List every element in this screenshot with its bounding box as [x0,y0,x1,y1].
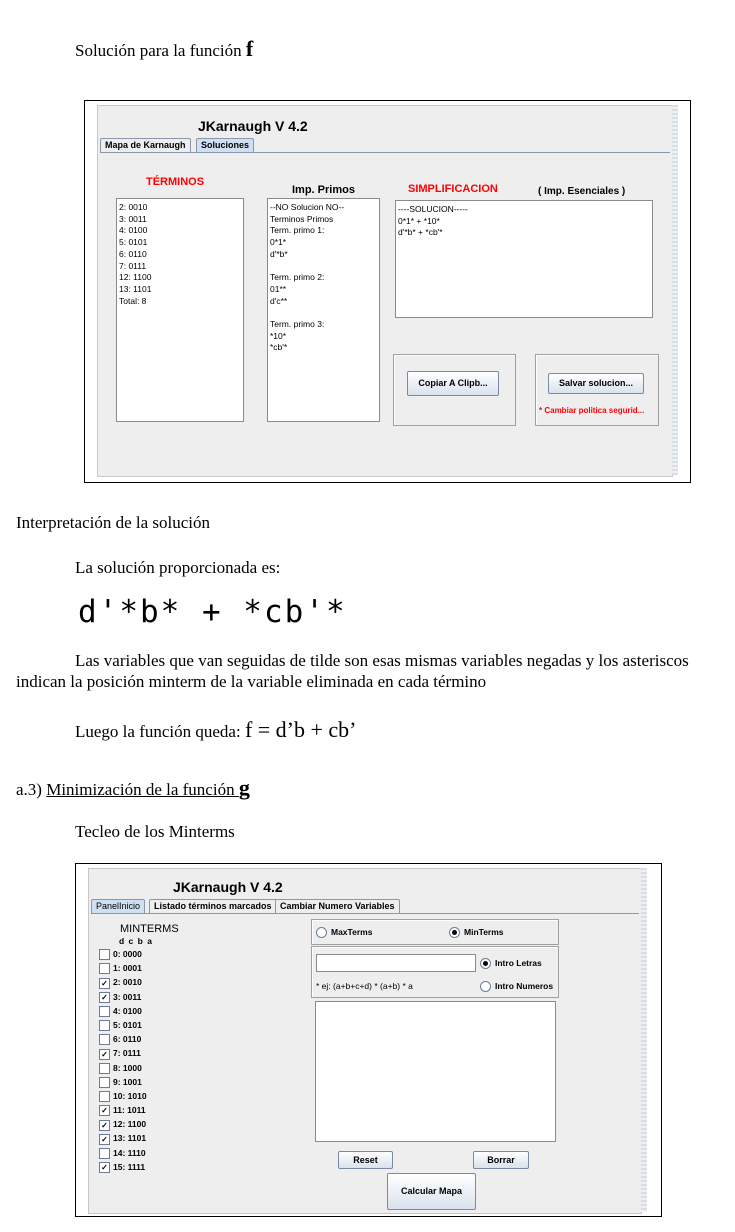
minterms-label: MinTerms [464,927,504,937]
jkarnaugh-window-2 [88,868,642,1214]
tab-listado-terminos[interactable]: Listado términos marcados [149,899,277,913]
minterm-label: 6: 0110 [113,1034,142,1045]
tab-mapa-karnaugh[interactable]: Mapa de Karnaugh [100,138,191,152]
primo-line: *10* [270,330,287,341]
calcular-mapa-button[interactable]: Calcular Mapa [387,1173,476,1210]
result-formula: f = d’b + cb’ [244,717,357,742]
minterms-radio[interactable] [449,927,460,938]
intro-letras-label: Intro Letras [495,958,542,968]
window-title: JKarnaugh V 4.2 [173,879,283,895]
minterm-checkbox-row[interactable] [99,1091,169,1105]
screenshot-1-frame [84,100,691,483]
scrollbar-strip [641,868,647,1212]
esenciales-label: ( Imp. Esenciales ) [538,186,626,197]
minterm-label: 7: 0111 [113,1048,141,1059]
minterm-label: 8: 1000 [113,1062,142,1073]
primo-line-blank [270,307,377,319]
minterm-checkbox-row[interactable] [99,1119,169,1133]
tab-divider [100,152,670,153]
section-f-heading [75,36,253,62]
simpl-line: d'*b* + *cb'* [398,227,443,238]
minterm-label: 3: 0011 [113,991,142,1002]
tab-bar [100,138,670,152]
checkbox-unchecked[interactable] [99,1148,110,1159]
primos-label: Imp. Primos [292,184,355,196]
intro-numeros-radio[interactable] [480,981,491,992]
tecleo-heading: Tecleo de los Minterms [75,822,235,841]
checkbox-unchecked[interactable] [99,1063,110,1074]
termino-line: 4: 0100 [119,225,148,236]
section-g-var: g [238,775,250,800]
minterm-checkbox-row[interactable] [99,1077,169,1091]
checkbox-unchecked[interactable] [99,949,110,960]
minterm-label: 5: 0101 [113,1019,142,1030]
checkbox-checked[interactable]: ✓ [99,1162,110,1173]
simplificacion-label: SIMPLIFICACION [408,183,498,195]
minterm-label: 14: 1110 [113,1147,146,1158]
checkbox-checked[interactable]: ✓ [99,1120,110,1131]
solution-large: d'*b* + *cb'* [78,594,347,630]
termino-line: 6: 0110 [119,248,147,259]
simpl-line: ----SOLUCION----- [398,204,468,214]
reset-button[interactable]: Reset [338,1151,393,1169]
termino-line: 2: 0010 [119,202,148,212]
variables-label: d c b a [119,936,153,946]
minterm-label: 12: 1100 [113,1119,147,1130]
minterm-label: 2: 0010 [113,977,142,988]
intro-numeros-label: Intro Numeros [495,981,554,991]
primo-line: *cb'* [270,342,288,353]
tab-panel-inicio[interactable]: PanelInicio [91,899,145,913]
checkbox-unchecked[interactable] [99,963,110,974]
maxterms-option[interactable] [316,927,372,938]
minterm-checkbox-row[interactable] [99,949,169,963]
checkbox-unchecked[interactable] [99,1077,110,1088]
save-panel [535,354,659,426]
terminos-textarea[interactable] [116,198,244,422]
section-g-prefix: a.3) [16,780,47,799]
minterm-checkbox-row[interactable] [99,1148,169,1162]
minterm-checkbox-row[interactable] [99,992,169,1006]
simplificacion-textarea[interactable] [395,200,653,318]
intro-numeros-option[interactable] [480,981,553,992]
minterm-checkbox-row[interactable] [99,1048,169,1062]
primo-line: Term. primo 2: [270,272,325,283]
section-g-heading [16,775,250,801]
termino-line: 5: 0101 [119,237,148,248]
explanation-paragraph [16,650,706,692]
checkbox-checked[interactable]: ✓ [99,1134,110,1145]
tab-soluciones[interactable]: Soluciones [196,138,254,152]
explanation-text: Las variables que van seguidas de tilde son esas mismas variables negadas y los asteriscos indican la posición minterm de la variable eliminada en cada término [16,651,689,691]
primo-line: d'*b* [270,248,288,259]
policy-warning: * Cambiar politica segurid... [539,406,645,415]
primo-line: Term. primo 1: [270,225,325,236]
minterm-label: 13: 1101 [113,1133,147,1144]
copy-clipboard-button[interactable]: Copiar A Clipb... [407,371,499,396]
minterm-label: 15: 1111 [113,1161,146,1172]
minterm-label: 1: 0001 [113,963,142,974]
primo-line: --NO Solucion NO-- [270,202,345,212]
result-line [75,717,357,743]
section-f-var: f [245,36,254,61]
tab-divider [91,913,639,914]
minterms-option[interactable] [449,927,504,938]
result-prefix: Luego la función queda: [75,722,245,741]
intro-letras-radio[interactable] [480,958,491,969]
terms-textarea[interactable] [315,1001,556,1142]
terminos-label: TÉRMINOS [146,176,205,188]
maxterms-label: MaxTerms [331,927,373,937]
interpretation-heading: Interpretación de la solución [16,513,211,532]
termino-line: 13: 1101 [119,283,152,294]
minterm-label: 9: 1001 [113,1076,142,1087]
expression-input[interactable] [316,954,476,972]
minterms-label: MINTERMS [120,923,179,935]
copy-panel [393,354,516,426]
example-hint: * ej: (a+b+c+d) * (a+b) * a [316,981,413,991]
tab-cambiar-variables[interactable]: Cambiar Numero Variables [275,899,400,913]
minterm-checkbox-row[interactable] [99,1133,169,1147]
minterm-checkbox-row[interactable] [99,1105,169,1119]
minterm-label: 4: 0100 [113,1005,142,1016]
termino-line: 12: 1100 [119,272,152,283]
termino-total: Total: 8 [119,295,147,306]
primo-line: 01** [270,283,287,294]
minterm-label: 0: 0000 [113,949,142,959]
scrollbar-strip [672,105,678,475]
minterm-label: 10: 1010 [113,1090,147,1101]
minterm-label: 11: 1011 [113,1105,146,1116]
primos-textarea[interactable] [267,198,380,422]
primo-line: Terminos Primos [270,213,334,224]
tab-bar [91,899,639,913]
checkbox-unchecked[interactable] [99,1034,110,1045]
checkbox-checked[interactable]: ✓ [99,992,110,1003]
minterm-checkbox-row[interactable] [99,1020,169,1034]
minterm-checkbox-row[interactable] [99,1006,169,1020]
minterm-checkbox-row[interactable] [99,1162,169,1176]
checkbox-unchecked[interactable] [99,1020,110,1031]
primo-line: 0*1* [270,237,287,248]
minterm-checkbox-row[interactable] [99,1063,169,1077]
checkbox-checked[interactable]: ✓ [99,1049,110,1060]
input-panel [311,946,559,998]
minterm-checkbox-row[interactable] [99,1034,169,1048]
simpl-line: 0*1* + *10* [398,215,440,226]
termino-line: 7: 0111 [119,260,147,271]
checkbox-unchecked[interactable] [99,1006,110,1017]
minterm-checkbox-row[interactable] [99,977,169,991]
borrar-button[interactable]: Borrar [473,1151,529,1169]
minterm-checkbox-list [99,949,169,1176]
checkbox-checked[interactable]: ✓ [99,978,110,989]
solution-intro: La solución proporcionada es: [75,558,281,577]
intro-letras-option[interactable] [480,958,542,969]
section-f-text: Solución para la función [75,41,246,60]
checkbox-checked[interactable]: ✓ [99,1105,110,1116]
term-type-panel [311,919,559,945]
primo-line-blank [270,261,377,273]
save-solution-button[interactable]: Salvar solucion... [548,373,644,394]
checkbox-unchecked[interactable] [99,1091,110,1102]
section-g-text: Minimización de la función [46,780,239,799]
termino-line: 3: 0011 [119,213,147,224]
screenshot-2-frame [75,863,662,1217]
primo-line: Term. primo 3: [270,319,325,330]
jkarnaugh-window-1 [97,105,673,477]
primo-line: d'c** [270,295,288,306]
window-title: JKarnaugh V 4.2 [198,118,308,134]
maxterms-radio[interactable] [316,927,327,938]
minterm-checkbox-row[interactable] [99,963,169,977]
